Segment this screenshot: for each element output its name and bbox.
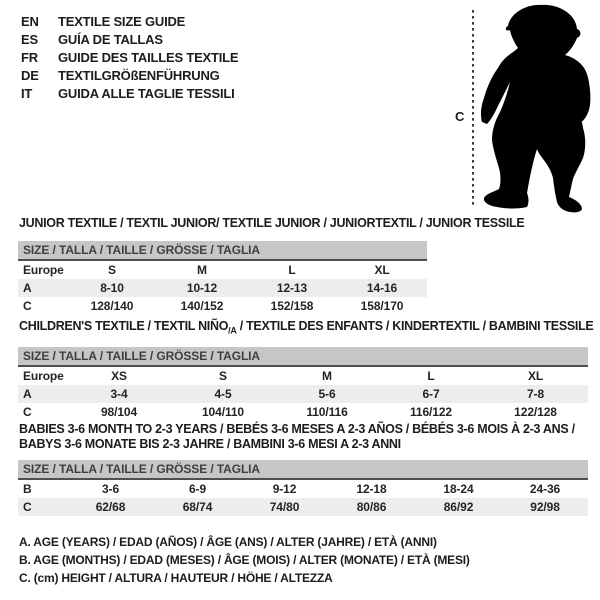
table-cell: XS	[111, 369, 127, 383]
table-cell: 104/110	[201, 405, 244, 419]
table-cell: 86/92	[443, 500, 474, 514]
language-row-de	[21, 67, 238, 85]
table-cell: 14-16	[366, 281, 398, 295]
height-measure-label: C	[455, 109, 465, 124]
title-text: / TEXTILE DES ENFANTS / KINDERTEXTIL / BAMBINI TESSILE	[236, 319, 594, 333]
row-label: A	[23, 281, 32, 295]
table-cell: 3-4	[110, 387, 128, 401]
language-row-it	[21, 85, 238, 103]
size-header-row	[18, 347, 588, 366]
section-junior	[18, 215, 525, 315]
table-cell: 152/158	[270, 299, 314, 313]
junior-size-table	[18, 241, 427, 315]
table-cell: 12-13	[276, 281, 308, 295]
table-cell: L	[427, 369, 435, 383]
table-row-europe	[18, 260, 427, 279]
table-cell: 12-18	[356, 482, 387, 496]
language-code: IT	[21, 86, 33, 101]
size-header-row	[18, 241, 427, 260]
table-cell: 74/80	[269, 500, 300, 514]
table-cell: M	[322, 369, 332, 383]
section-title-children	[19, 318, 594, 336]
table-cell: XL	[374, 263, 390, 277]
table-cell: 7-8	[526, 387, 545, 401]
children-size-table	[18, 347, 588, 421]
size-header-bar: SIZE / TALLA / TAILLE / GRÖSSE / TAGLIA	[18, 347, 588, 366]
table-cell: 8-10	[100, 281, 124, 295]
table-cell: 80/86	[356, 500, 387, 514]
section-title-babies	[19, 422, 588, 452]
table-cell: 98/104	[100, 405, 138, 419]
table-cell: 110/116	[306, 405, 348, 419]
language-code: DE	[21, 68, 39, 83]
title-subscript: /A	[228, 325, 237, 336]
row-label: Europe	[23, 263, 64, 277]
table-cell: S	[219, 369, 227, 383]
table-cell: 4-5	[214, 387, 232, 401]
table-cell: 62/68	[95, 500, 126, 514]
row-label: A	[23, 387, 32, 401]
section-children	[18, 318, 594, 421]
table-row-months	[18, 479, 588, 498]
row-label: B	[23, 482, 32, 496]
table-cell: 24-36	[529, 482, 561, 496]
section-title-junior: JUNIOR TEXTILE / TEXTIL JUNIOR/ TEXTILE JUNIOR / JUNIORTEXTIL / JUNIOR TESSILE	[19, 216, 525, 230]
baby-figure	[448, 0, 600, 215]
title-line-1: BABIES 3-6 MONTH TO 2-3 YEARS / BEBÉS 3-6 MESES A 2-3 AÑOS / BÉBÉS 3-6 MOIS À 2-3 ANS /	[19, 422, 575, 436]
title-line-2: BABYS 3-6 MONATE BIS 2-3 JAHRE / BAMBINI 3-6 MESI A 2-3 ANNI	[19, 437, 401, 451]
table-cell: 140/152	[180, 299, 224, 313]
note-age-years: A. AGE (YEARS) / EDAD (AÑOS) / ÂGE (ANS) / ALTER (JAHRE) / ETÀ (ANNI)	[19, 535, 437, 549]
language-title: TEXTILGRÖßENFÜHRUNG	[58, 68, 220, 83]
note-age-months: B. AGE (MONTHS) / EDAD (MESES) / ÂGE (MOIS) / ALTER (MONATE) / ETÀ (MESI)	[19, 553, 470, 567]
size-header-bar: SIZE / TALLA / TAILLE / GRÖSSE / TAGLIA	[18, 460, 588, 479]
language-code: ES	[21, 32, 38, 47]
table-cell: 128/140	[90, 299, 134, 313]
legend-notes	[19, 533, 470, 587]
row-label: C	[23, 500, 32, 514]
table-cell: 3-6	[101, 482, 120, 496]
table-cell: 116/122	[409, 405, 452, 419]
table-cell: 68/74	[182, 500, 213, 514]
size-header-bar: SIZE / TALLA / TAILLE / GRÖSSE / TAGLIA	[18, 241, 427, 260]
language-title: GUÍA DE TALLAS	[58, 32, 163, 47]
table-row-height	[18, 297, 427, 315]
title-text: CHILDREN'S TEXTILE / TEXTIL NIÑO	[19, 319, 229, 333]
language-title: TEXTILE SIZE GUIDE	[58, 14, 186, 29]
note-height: C. (cm) HEIGHT / ALTURA / HAUTEUR / HÖHE / ALTEZZA	[19, 571, 333, 585]
babies-size-table	[18, 460, 588, 516]
baby-silhouette-icon	[481, 5, 590, 212]
table-cell: S	[108, 263, 116, 277]
table-cell: L	[288, 263, 296, 277]
language-row-en	[21, 13, 238, 31]
table-cell: 10-12	[186, 281, 218, 295]
language-row-fr	[21, 49, 238, 67]
language-code: EN	[21, 14, 39, 29]
size-header-row	[18, 460, 588, 479]
table-row-height	[18, 403, 588, 421]
table-cell: 9-12	[272, 482, 297, 496]
table-cell: 5-6	[318, 387, 336, 401]
table-row-height	[18, 498, 588, 516]
table-cell: 18-24	[443, 482, 474, 496]
table-cell: 6-7	[422, 387, 440, 401]
row-label: C	[23, 299, 32, 313]
language-title-list	[21, 13, 238, 103]
table-cell: 6-9	[188, 482, 207, 496]
table-cell: 122/128	[514, 405, 557, 419]
row-label: C	[23, 405, 32, 419]
language-code: FR	[21, 50, 38, 65]
language-title: GUIDA ALLE TAGLIE TESSILI	[58, 86, 235, 101]
table-row-europe	[18, 366, 588, 385]
table-cell: XL	[527, 369, 544, 383]
language-row-es	[21, 31, 238, 49]
table-row-age	[18, 279, 427, 297]
section-babies	[18, 422, 588, 516]
table-cell: M	[197, 263, 207, 277]
language-title: GUIDE DES TAILLES TEXTILE	[58, 50, 239, 65]
table-cell: 92/98	[530, 500, 560, 514]
row-label: Europe	[23, 369, 64, 383]
table-row-age	[18, 385, 588, 403]
table-cell: 158/170	[360, 299, 404, 313]
